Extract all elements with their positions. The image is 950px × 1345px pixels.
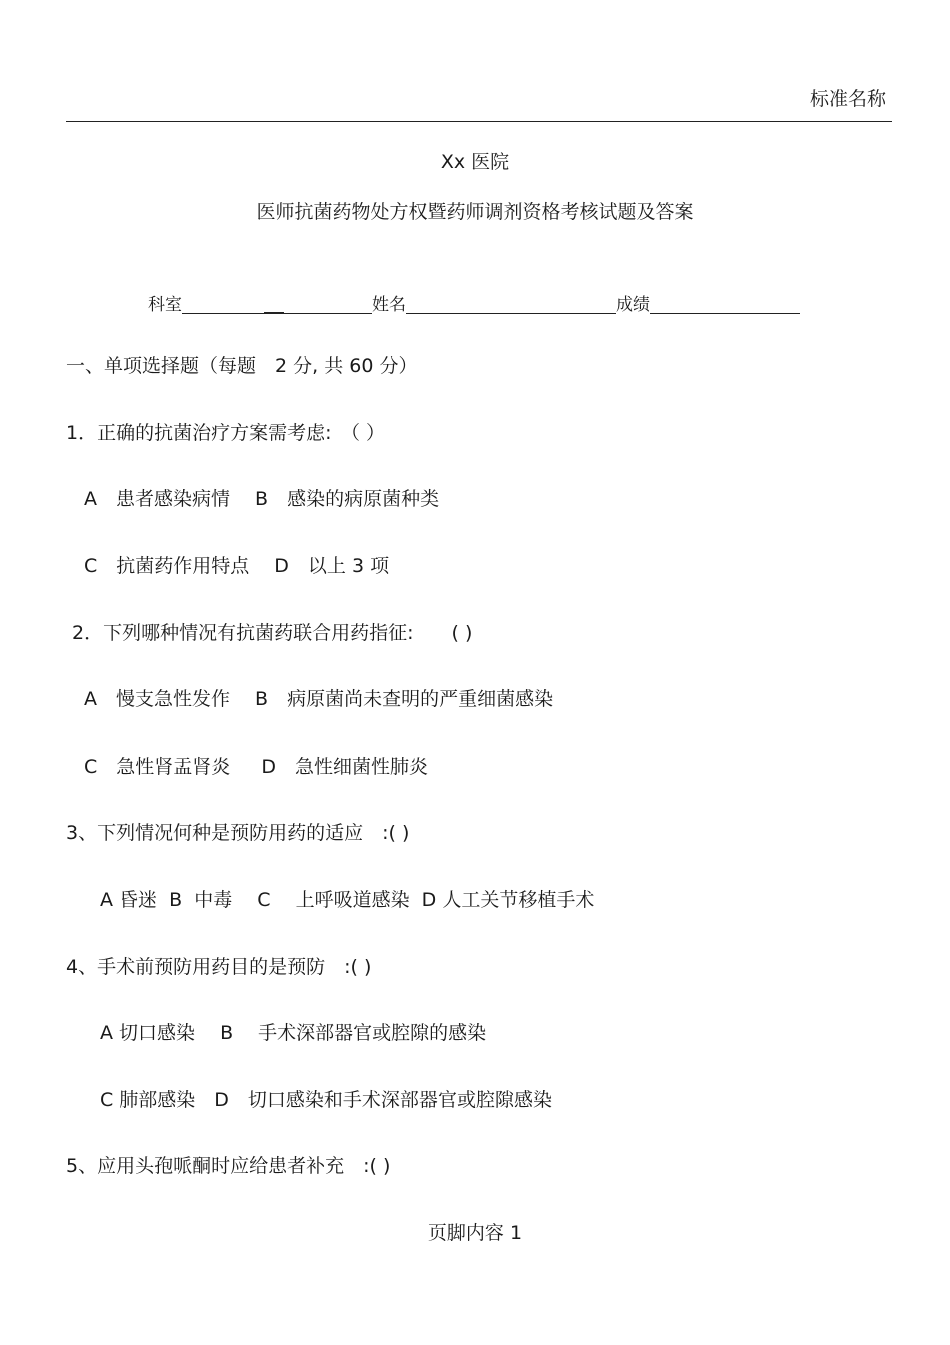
question-4-options-line-2: C 肺部感染 D 切口感染和手术深部器官或腔隙感染 [100,1089,552,1111]
page-footer: 页脚内容 1 [427,1222,523,1244]
question-3-options-line-1: A 昏迷 B 中毒 C 上呼吸道感染 D 人工关节移植手术 [100,889,595,911]
question-2-stem: 2．下列哪种情况有抗菌药联合用药指征: ( ) [66,622,473,644]
score-field[interactable] [650,297,800,314]
info-fields-row [148,297,800,314]
name-label: 姓名 [372,295,406,315]
document-title: 医师抗菌药物处方权暨药师调剂资格考核试题及答案 [256,201,694,223]
department-field[interactable] [182,297,372,314]
question-2-options-line-2: C 急性肾盂肾炎 D 急性细菌性肺炎 [84,756,428,778]
department-label: 科室 [148,295,182,315]
question-2-options-line-1: A 慢支急性发作 B 病原菌尚未查明的严重细菌感染 [84,688,554,710]
question-1-options-line-2: C 抗菌药作用特点 D 以上 3 项 [84,555,390,577]
header-divider [66,121,892,122]
hospital-name: Xx 医院 [440,151,510,173]
question-3-stem: 3、下列情况何种是预防用药的适应 :( ) [66,822,410,844]
question-1-options-line-1: A 患者感染病情 B 感染的病原菌种类 [84,488,440,510]
question-4-options-line-1: A 切口感染 B 手术深部器官或腔隙的感染 [100,1022,487,1044]
section-heading: 一、单项选择题（每题 2 分, 共 60 分） [66,355,418,377]
question-4-stem: 4、手术前预防用药目的是预防 :( ) [66,956,372,978]
name-field[interactable] [406,297,616,314]
header-label: 标准名称 [809,88,886,110]
question-1-stem: 1．正确的抗菌治疗方案需考虑: （ ） [66,422,386,444]
question-5-stem: 5、应用头孢哌酮时应给患者补充 :( ) [66,1155,391,1177]
score-label: 成绩 [616,295,650,315]
